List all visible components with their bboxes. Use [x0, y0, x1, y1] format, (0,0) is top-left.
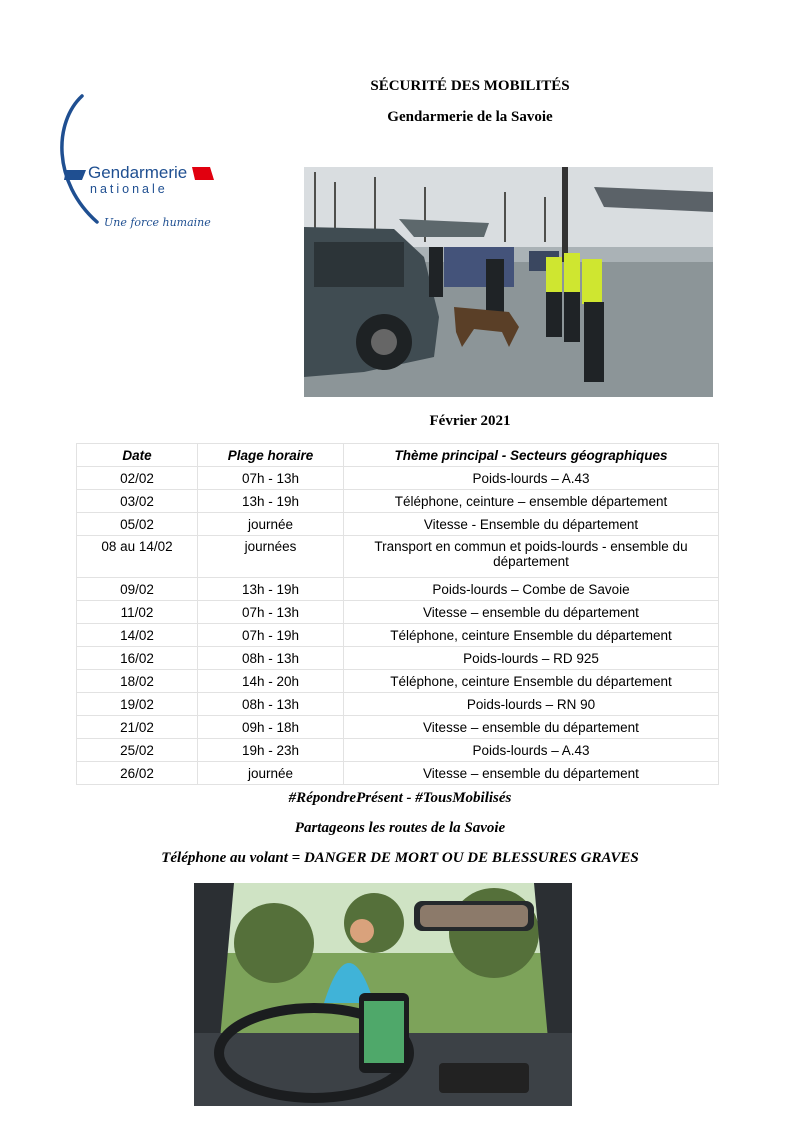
cell-theme: Téléphone, ceinture – ensemble département — [344, 490, 719, 513]
table-row — [77, 490, 719, 513]
table-row — [77, 467, 719, 490]
cell-date: 09/02 — [77, 578, 198, 601]
gendarmerie-logo — [52, 92, 227, 237]
cell-theme: Poids-lourds – A.43 — [344, 467, 719, 490]
cell-date: 18/02 — [77, 670, 198, 693]
logo-motto: Une force humaine — [104, 216, 211, 229]
cell-date: 14/02 — [77, 624, 198, 647]
table-row — [77, 513, 719, 536]
cell-date: 03/02 — [77, 490, 198, 513]
cell-date: 05/02 — [77, 513, 198, 536]
cell-theme: Poids-lourds – Combe de Savoie — [344, 578, 719, 601]
cell-theme: Vitesse – ensemble du département — [344, 762, 719, 785]
cell-time: 07h - 13h — [198, 601, 344, 624]
header-date: Date — [77, 444, 198, 467]
logo-name-line2: nationale — [90, 182, 168, 196]
cell-time: 09h - 18h — [198, 716, 344, 739]
table-row — [77, 762, 719, 785]
cell-date: 26/02 — [77, 762, 198, 785]
cell-theme: Poids-lourds – A.43 — [344, 739, 719, 762]
month-heading: Février 2021 — [429, 413, 511, 429]
table-row — [77, 578, 719, 601]
cell-time: 07h - 13h — [198, 467, 344, 490]
cell-theme: Transport en commun et poids-lourds - ensemble du département — [344, 536, 719, 578]
cell-theme: Vitesse – ensemble du département — [344, 601, 719, 624]
cell-time: journée — [198, 762, 344, 785]
cell-theme: Vitesse - Ensemble du département — [344, 513, 719, 536]
table-row — [77, 536, 719, 578]
table-header-row — [77, 444, 719, 467]
table-row — [77, 693, 719, 716]
cell-theme: Vitesse – ensemble du département — [344, 716, 719, 739]
header-time-range: Plage horaire — [198, 444, 344, 467]
phone-warning-line: Téléphone au volant = DANGER DE MORT OU DE BLESSURES GRAVES — [161, 850, 639, 866]
share-roads-line: Partageons les routes de la Savoie — [294, 820, 506, 836]
hashtags-line: #RépondrePrésent - #TousMobilisés — [288, 790, 512, 806]
cell-time: 08h - 13h — [198, 693, 344, 716]
cell-time: 13h - 19h — [198, 578, 344, 601]
cell-theme: Téléphone, ceinture Ensemble du département — [344, 670, 719, 693]
page-subtitle: Gendarmerie de la Savoie — [387, 109, 553, 125]
cell-time: journées — [198, 536, 344, 578]
cell-time: 08h - 13h — [198, 647, 344, 670]
schedule-table — [76, 443, 719, 785]
table-row — [77, 624, 719, 647]
cell-date: 02/02 — [77, 467, 198, 490]
cell-date: 11/02 — [77, 601, 198, 624]
cell-date: 08 au 14/02 — [77, 536, 198, 578]
cell-date: 16/02 — [77, 647, 198, 670]
logo-name-line1: Gendarmerie — [88, 163, 188, 182]
cell-date: 21/02 — [77, 716, 198, 739]
header-theme: Thème principal - Secteurs géographiques — [344, 444, 719, 467]
page-title: SÉCURITÉ DES MOBILITÉS — [370, 78, 570, 94]
cell-theme: Poids-lourds – RD 925 — [344, 647, 719, 670]
cell-time: 13h - 19h — [198, 490, 344, 513]
table-row — [77, 601, 719, 624]
cell-time: 07h - 19h — [198, 624, 344, 647]
cell-date: 25/02 — [77, 739, 198, 762]
gendarmerie-checkpoint-photo — [304, 167, 713, 397]
cell-theme: Téléphone, ceinture Ensemble du département — [344, 624, 719, 647]
table-row — [77, 647, 719, 670]
table-row — [77, 670, 719, 693]
table-row — [77, 716, 719, 739]
cell-theme: Poids-lourds – RN 90 — [344, 693, 719, 716]
driver-phone-photo — [194, 883, 572, 1106]
cell-date: 19/02 — [77, 693, 198, 716]
cell-time: journée — [198, 513, 344, 536]
table-row — [77, 739, 719, 762]
cell-time: 14h - 20h — [198, 670, 344, 693]
cell-time: 19h - 23h — [198, 739, 344, 762]
